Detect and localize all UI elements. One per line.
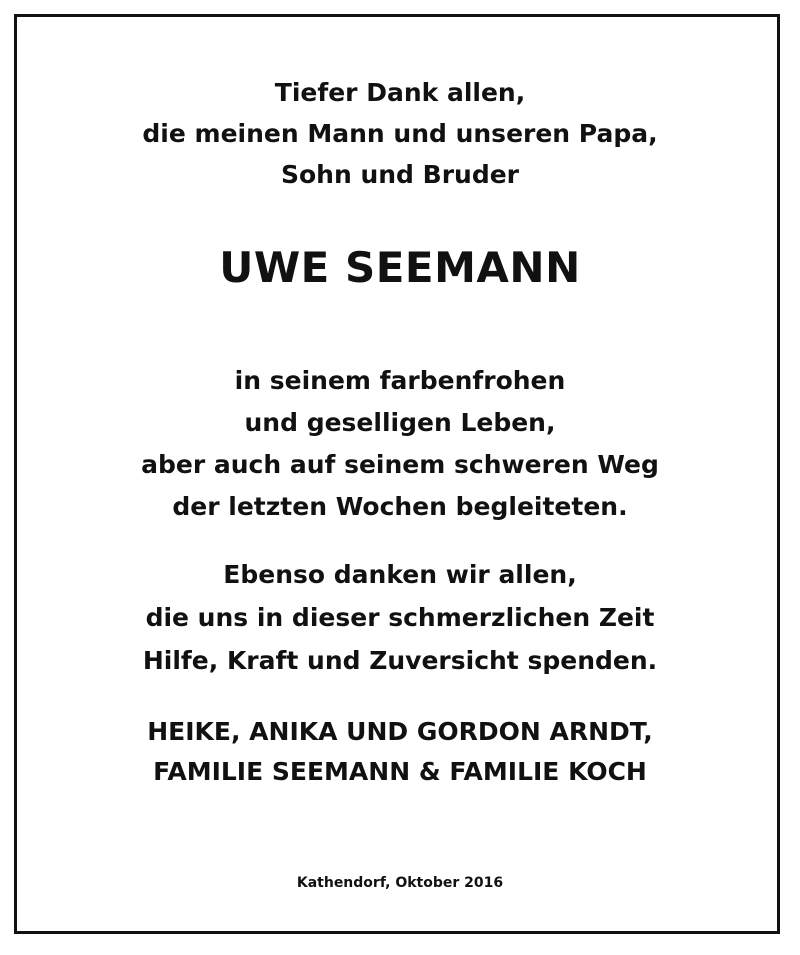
place-date: Kathendorf, Oktober 2016 [296,875,504,891]
deceased-name: UWE SEEMANN [219,243,581,292]
signer-line: HEIKE, ANIKA UND GORDON ARNDT, [147,717,653,746]
intro-line: Sohn und Bruder [280,160,520,189]
paragraph-line: die uns in dieser schmerzlichen Zeit [145,603,655,632]
paragraph-line: aber auch auf seinem schweren Weg [141,450,659,479]
signer-line: FAMILIE SEEMANN & FAMILIE KOCH [153,757,647,786]
paragraph-line: in seinem farbenfrohen [234,366,566,395]
thanks-paragraph-2 [0,553,800,682]
thanks-paragraph-1 [0,360,800,528]
intro-line: die meinen Mann und unseren Papa, [142,119,658,148]
paragraph-line: und geselligen Leben, [244,408,556,437]
paragraph-line: Hilfe, Kraft und Zuversicht spenden. [142,646,658,675]
paragraph-line: der letzten Wochen begleiteten. [172,492,628,521]
intro-text [0,72,800,195]
signers [0,712,800,792]
intro-line: Tiefer Dank allen, [274,78,526,107]
paragraph-line: Ebenso danken wir allen, [223,560,577,589]
